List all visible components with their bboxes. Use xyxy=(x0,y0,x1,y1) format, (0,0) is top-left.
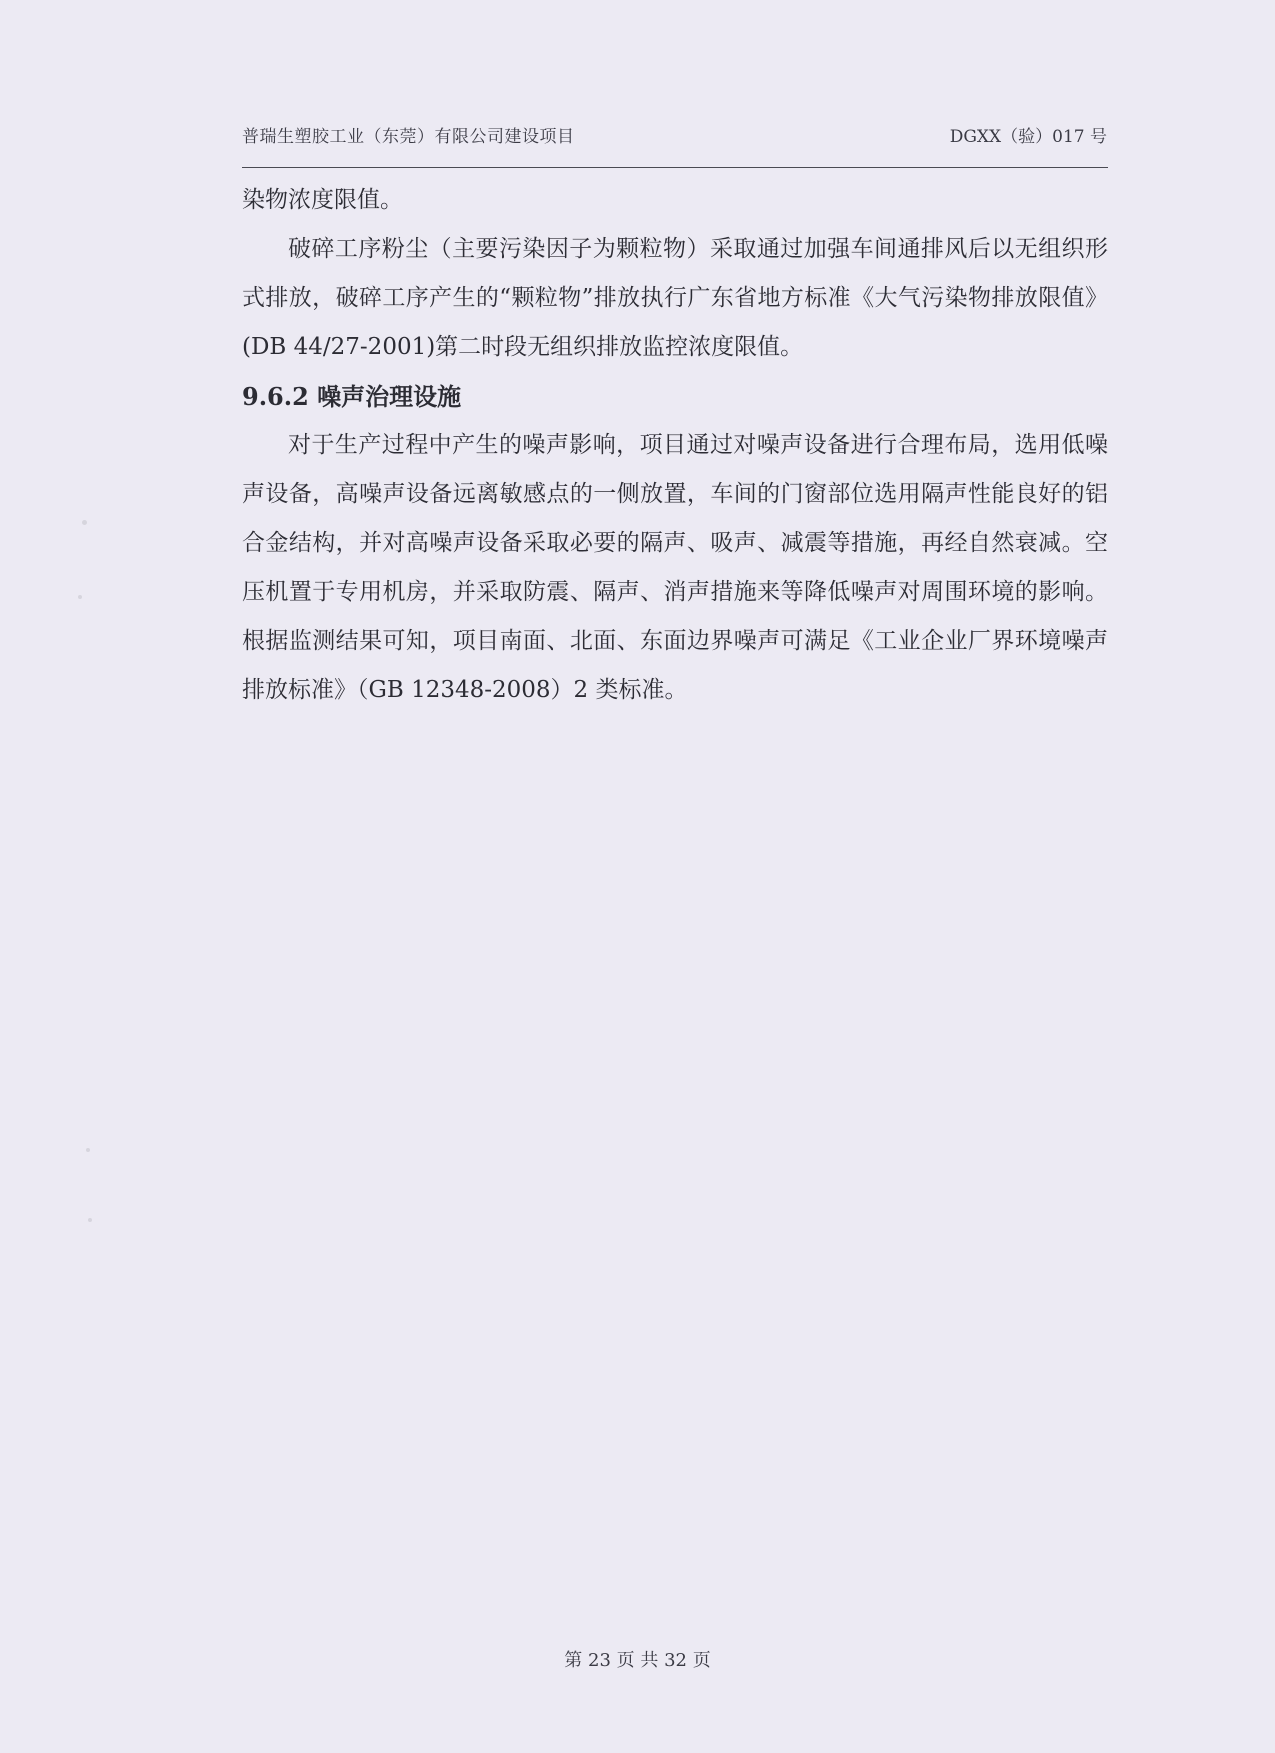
body-text xyxy=(242,176,1108,715)
scan-speck xyxy=(88,1218,92,1222)
paragraph-crushing-dust: 破碎工序粉尘（主要污染因子为颗粒物）采取通过加强车间通排风后以无组织形式排放，破碎工序产生的“颗粒物”排放执行广东省地方标准《大气污染物排放限值》(DB 44/27-2001)第二时段无组织排放监控浓度限值。 xyxy=(242,236,1108,360)
scan-speck xyxy=(82,520,87,525)
scan-speck xyxy=(78,595,82,599)
page-footer: 第 23 页 共 32 页 xyxy=(564,1650,711,1671)
running-header-title: 普瑞生塑胶工业（东莞）有限公司建设项目 xyxy=(242,127,575,147)
paragraph-noise-control: 对于生产过程中产生的噪声影响，项目通过对噪声设备进行合理布局，选用低噪声设备，高噪声设备远离敏感点的一侧放置，车间的门窗部位选用隔声性能良好的铝合金结构，并对高噪声设备采取必要的隔声、吸声、减震等措施，再经自然衰减。空压机置于专用机房，并采取防震、隔声、消声措施来等降低噪声对周围环境的影响。根据监测结果可知，项目南面、北面、东面边界噪声可满足《工业企业厂界环境噪声排放标准》（GB 12348-2008）2 类标准。 xyxy=(242,432,1108,703)
scan-speck xyxy=(86,1148,90,1152)
document-number: DGXX（验）017 号 xyxy=(949,127,1107,147)
section-heading: 9.6.2 噪声治理设施 xyxy=(242,382,462,411)
paragraph-continuation: 染物浓度限值。 xyxy=(242,187,403,213)
header-divider xyxy=(242,167,1108,168)
